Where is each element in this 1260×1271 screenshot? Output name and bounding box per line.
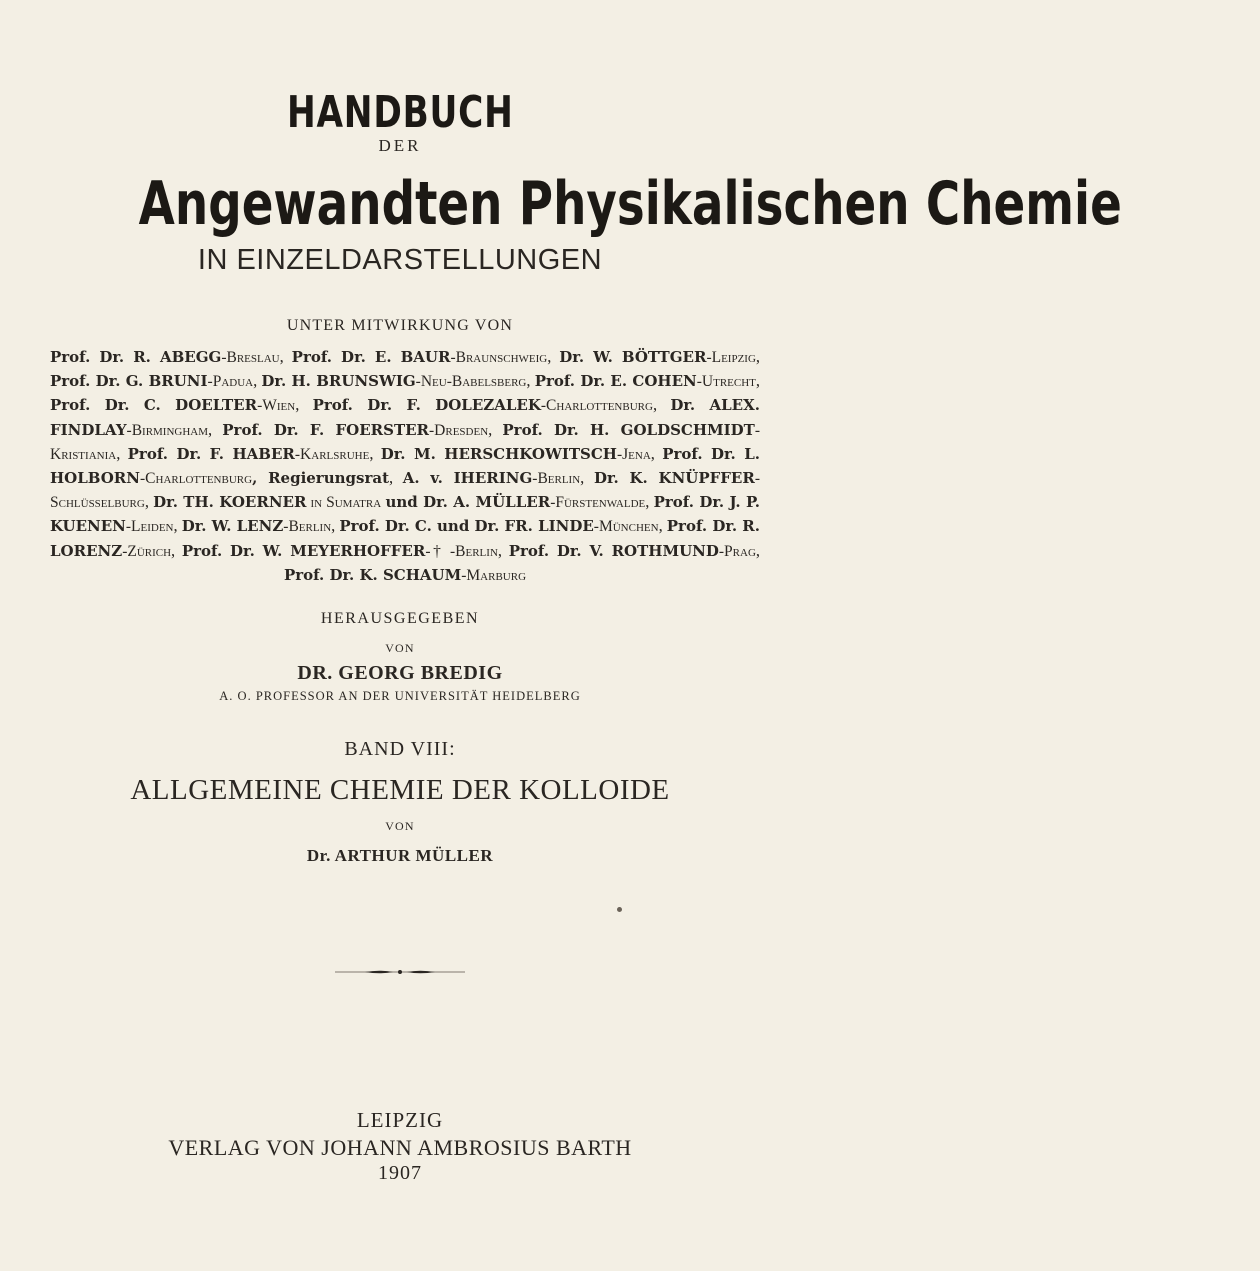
contributor-place: -Wien <box>257 397 296 415</box>
contributor: Dr. K. KNÜPFFER-Schlüsselburg, <box>50 469 761 512</box>
contributor: Prof. Dr. H. GOLDSCHMIDT-Kristiania, <box>50 420 760 463</box>
contributor <box>284 565 526 584</box>
contributor-place: in Sumatra <box>306 494 382 512</box>
contributor-name: Dr. H. BRUNSWIG <box>261 372 416 391</box>
author-von-label: VON <box>385 819 415 833</box>
contributor-place: -Utrecht <box>696 373 756 391</box>
contributor: Prof. Dr. G. BRUNI-Padua, <box>50 371 262 391</box>
contributor-name: Dr. ALEX. FINDLAY <box>50 396 760 439</box>
contributor: Prof. Dr. C. und Dr. FR. LINDE-München, <box>339 516 667 536</box>
contributor-place: -Prag <box>718 542 756 560</box>
contributor-name: Prof. Dr. E. COHEN <box>534 372 697 391</box>
contributor: Dr. W. BÖTTGER-Leipzig, <box>559 347 761 366</box>
contributor-name: Prof. Dr. V. ROTHMUND <box>508 541 719 560</box>
editor-title: A. O. PROFESSOR AN DER UNIVERSITÄT HEIDELBERG <box>219 689 581 703</box>
contributor: Prof. Dr. F. DOLEZALEK-Charlottenburg, <box>312 395 671 415</box>
edited-label: HERAUSGEGEBEN <box>320 610 480 627</box>
contributor-place: -Breslau <box>221 349 280 366</box>
contributor: Prof. Dr. E. COHEN-Utrecht, <box>534 371 760 391</box>
contributor-name: Prof. Dr. R. ABEGG <box>50 348 222 366</box>
contributor: Dr. ALEX. FINDLAY-Birmingham, <box>50 396 760 439</box>
volume-label: BAND VIII: <box>344 738 456 760</box>
series-format: IN EINZELDARSTELLUNGEN <box>197 244 603 276</box>
contributor-name: A. v. IHERING <box>402 469 533 488</box>
contributor: Prof. Dr. R. ABEGG-Breslau, <box>50 347 292 366</box>
contributor-place: -Zürich <box>122 542 172 560</box>
contributor-name: Dr. W. BÖTTGER <box>559 348 707 366</box>
contributor-name: Prof. Dr. F. HABER <box>127 444 295 463</box>
contributor: Prof. Dr. J. P. KUENEN-Leiden, <box>50 493 760 536</box>
ornament-divider <box>335 967 465 977</box>
contributor-name: Dr. K. KNÜPFFER <box>593 469 755 488</box>
contributor-name: Prof. Dr. C. und Dr. FR. LINDE <box>339 517 594 536</box>
contributor-place: -Charlottenburg <box>140 470 253 488</box>
contributor: Prof. Dr. V. ROTHMUND-Prag, <box>508 540 760 560</box>
book-title: ALLGEMEINE CHEMIE DER KOLLOIDE <box>130 774 670 806</box>
publisher-name: VERLAG VON JOHANN AMBROSIUS BARTH <box>168 1135 632 1160</box>
contributor-name: Dr. M. HERSCHKOWITSCH <box>380 444 617 463</box>
contributor-place: -Berlin <box>532 470 581 488</box>
contributor: Prof. Dr. L. HOLBORN-Charlottenburg, Regierungsrat, <box>50 444 761 488</box>
contributor-place: -Schlüsselburg <box>50 470 761 512</box>
contributor-name: Prof. Dr. H. GOLDSCHMIDT <box>502 420 755 439</box>
editor-name: DR. GEORG BREDIG <box>297 662 503 684</box>
contributor-name: Prof. Dr. F. FOERSTER <box>222 420 430 439</box>
contributor-place: -Dresden <box>429 421 489 439</box>
contributor-place: -Kristiania <box>50 421 760 463</box>
contributor-place: -Jena <box>616 445 651 463</box>
contributor-title: , Regierungsrat <box>252 469 390 488</box>
contributor-place: -Leipzig <box>706 349 756 366</box>
contributor: Prof. Dr. F. FOERSTER-Dresden, <box>222 419 503 439</box>
contributor-name: Prof. Dr. G. BRUNI <box>50 372 208 391</box>
contributor-place: -Fürstenwalde <box>550 494 646 512</box>
contributor-name: Dr. W. LENZ <box>181 517 284 536</box>
contributor-place: -München <box>593 518 659 536</box>
contributor: Prof. Dr. C. DOELTER-Wien, <box>50 395 313 415</box>
contributor: und Dr. A. MÜLLER-Fürstenwalde, <box>385 492 654 512</box>
contributors-list <box>50 345 760 587</box>
contributor-place: -Charlottenburg <box>540 397 653 415</box>
contributor: Dr. W. LENZ-Berlin, <box>181 516 340 536</box>
author-name: Dr. ARTHUR MÜLLER <box>306 846 494 865</box>
contributor-name: Prof. Dr. C. DOELTER <box>50 396 258 415</box>
contributor-name: Prof. Dr. L. HOLBORN <box>50 444 761 488</box>
contributor-name: Dr. TH. KOERNER <box>153 493 307 512</box>
publisher-city: LEIPZIG <box>356 1108 444 1132</box>
contributor: Dr. H. BRUNSWIG-Neu-Babelsberg, <box>261 371 535 391</box>
contributor-name: Prof. Dr. E. BAUR <box>291 348 451 366</box>
contributor-name: Prof. Dr. R. LORENZ <box>50 517 760 560</box>
contributor-name: Prof. Dr. J. P. KUENEN <box>50 493 760 536</box>
contributor-place: -Marburg <box>461 566 527 584</box>
publication-year: 1907 <box>378 1162 422 1184</box>
contributor: Prof. Dr. W. MEYERHOFFER-† -Berlin, <box>181 540 509 560</box>
contributor-name: und Dr. A. MÜLLER <box>385 493 551 512</box>
contributor: Dr. M. HERSCHKOWITSCH-Jena, <box>380 443 663 463</box>
contributor-place: -Berlin <box>283 518 332 536</box>
series-title: HANDBUCH <box>286 87 514 138</box>
contributor-place: -† -Berlin <box>425 542 498 560</box>
collaboration-label: UNTER MITWIRKUNG VON <box>286 317 514 334</box>
contributor <box>153 492 385 511</box>
contributor-place: -Padua <box>207 373 254 391</box>
series-der: DER <box>378 136 422 155</box>
contributor: Prof. Dr. R. LORENZ-Zürich, <box>50 517 760 560</box>
contributor-name: Prof. Dr. W. MEYERHOFFER <box>181 541 426 560</box>
contributor-place: -Karlsruhe <box>294 445 370 463</box>
contributor-place: -Leiden <box>125 518 174 536</box>
series-subject: Angewandten Physikalischen Chemie <box>138 169 1122 239</box>
contributor-place: -Braunschweig <box>450 349 548 366</box>
von-label: VON <box>385 641 415 655</box>
contributor: Prof. Dr. F. HABER-Karlsruhe, <box>127 443 381 463</box>
contributor-place: -Birmingham <box>126 421 209 439</box>
contributor: A. v. IHERING-Berlin, <box>402 468 594 488</box>
contributor-name: Prof. Dr. K. SCHAUM <box>283 565 462 584</box>
contributor: Prof. Dr. E. BAUR-Braunschweig, <box>291 347 560 366</box>
ink-speck <box>617 907 622 912</box>
contributor-place: -Neu-Babelsberg <box>415 373 527 391</box>
contributor-name: Prof. Dr. F. DOLEZALEK <box>312 396 541 415</box>
